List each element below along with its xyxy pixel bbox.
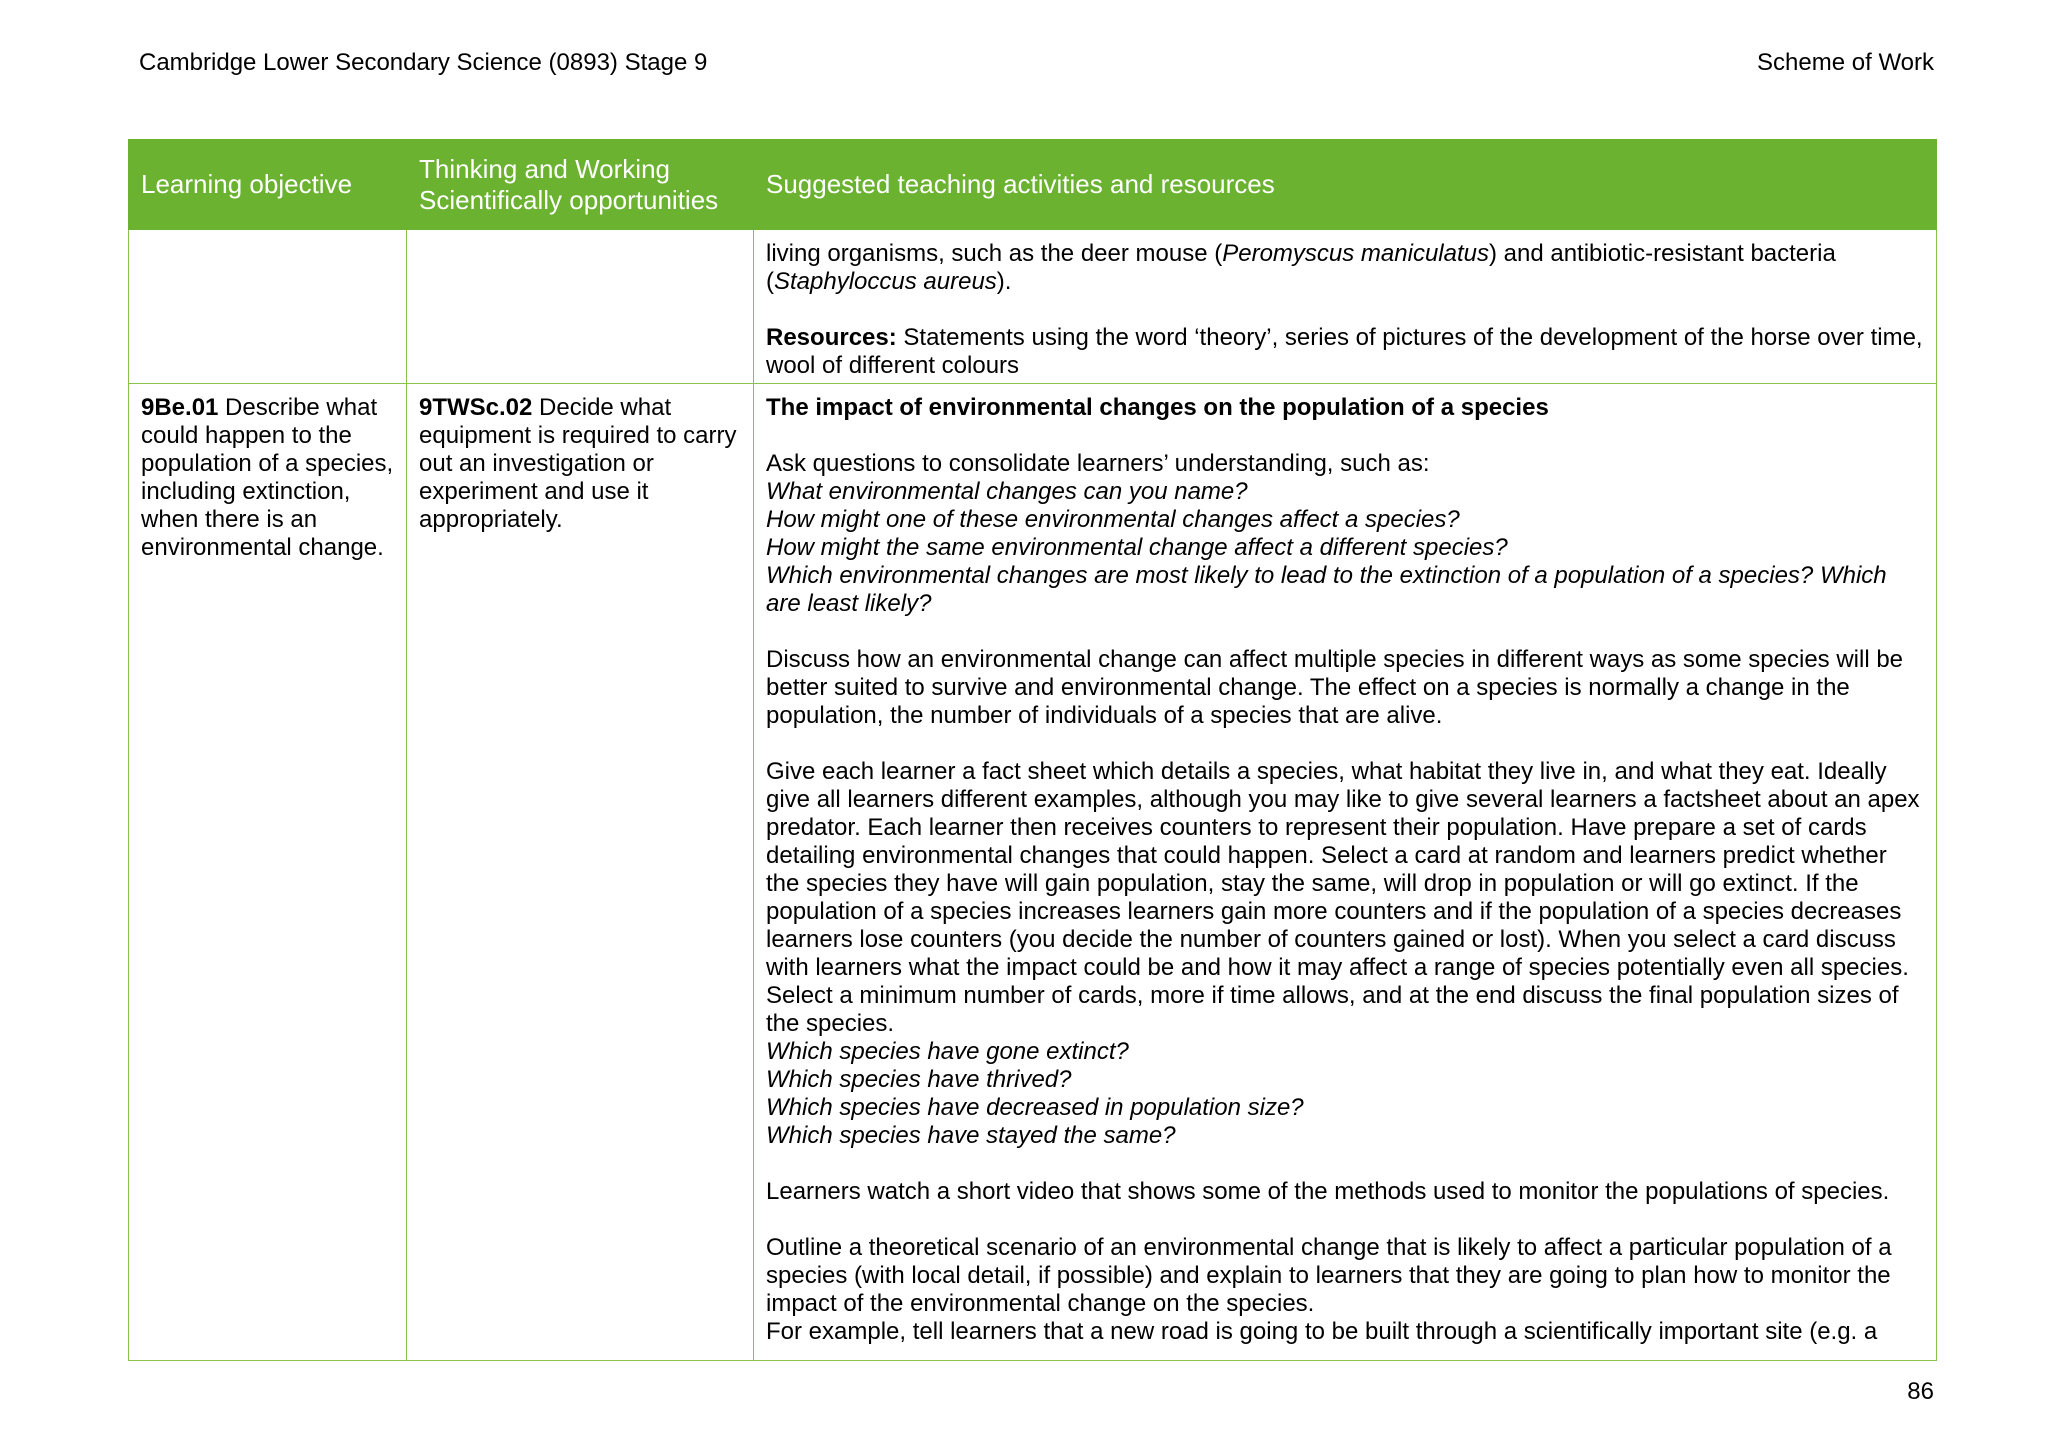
game-activity bbox=[766, 758, 1924, 1150]
table-header-row bbox=[129, 140, 1937, 230]
question-item: Which species have thrived? bbox=[766, 1066, 1072, 1093]
example-text: For example, tell learners that a new road is going to be built through a scientifically important site (e.g. a bbox=[766, 1318, 1878, 1345]
twsc-cell-empty bbox=[407, 230, 754, 384]
video-text: Learners watch a short video that shows some of the methods used to monitor the populations of species. bbox=[766, 1178, 1890, 1205]
activities-cell bbox=[754, 384, 1937, 1361]
continued-text: living organisms, such as the deer mouse (Peromyscus maniculatus) and antibiotic-resistant bacteria (Staphyloccus aureus). bbox=[766, 240, 1836, 295]
game-text: Give each learner a fact sheet which details a species, what habitat they live in, and what they eat. Ideally give all learners different examples, although you may like to give several learners a factsheet about an apex predator. Each learner then receives counters to represent their population. Have prepare a set of cards detailing environmental changes that could happen. Select a card at random and learners predict whether the species they have will gain population, stay the same, will drop in population or will go extinct. If the population of a species increases learners gain more counters and if the population of a species decreases learners lose counters (you decide the number of counters gained or lost). When you select a card discuss with learners what the impact could be and how it may affect a range of species potentially even all species. Select a minimum number of cards, more if time allows, and at the end discuss the final population sizes of the species. bbox=[766, 758, 1920, 1037]
intro-text: Ask questions to consolidate learners’ understanding, such as: bbox=[766, 450, 1430, 477]
activity-title: The impact of environmental changes on the population of a species bbox=[766, 394, 1549, 421]
page-header bbox=[139, 48, 1934, 78]
scenario-block bbox=[766, 1234, 1924, 1346]
question-item: How might the same environmental change affect a different species? bbox=[766, 534, 1508, 561]
table-row bbox=[129, 230, 1937, 384]
activities-cell-continued bbox=[754, 230, 1937, 384]
column-header-twsc: Thinking and Working Scientifically opportunities bbox=[407, 140, 754, 230]
question-item: Which environmental changes are most likely to lead to the extinction of a population of a species? Which are least likely? bbox=[766, 562, 1887, 617]
objective-code: 9Be.01 bbox=[141, 394, 219, 421]
question-list-1 bbox=[766, 450, 1924, 618]
learning-objective-cell bbox=[129, 384, 407, 1361]
twsc-text: Decide what equipment is required to carry out an investigation or experiment and use it appropriately. bbox=[419, 394, 737, 533]
twsc-code: 9TWSc.02 bbox=[419, 394, 533, 421]
scheme-of-work-table bbox=[128, 139, 1937, 1361]
document-title: Cambridge Lower Secondary Science (0893) Stage 9 bbox=[139, 49, 708, 76]
objective-text: Describe what could happen to the population of a species, including extinction, when there is an environmental change. bbox=[141, 394, 394, 561]
question-item: How might one of these environmental changes affect a species? bbox=[766, 506, 1460, 533]
objective-cell-empty bbox=[129, 230, 407, 384]
question-item: What environmental changes can you name? bbox=[766, 478, 1248, 505]
discussion-text: Discuss how an environmental change can affect multiple species in different ways as some species will be better suited to survive and environmental change. The effect on a species is normally a change in the population, the number of individuals of a species that are alive. bbox=[766, 646, 1904, 729]
question-item: Which species have decreased in population size? bbox=[766, 1094, 1304, 1121]
page-number: 86 bbox=[1907, 1378, 1934, 1405]
column-header-learning-objective: Learning objective bbox=[129, 140, 407, 230]
document-type: Scheme of Work bbox=[1757, 49, 1934, 76]
resources-text: Resources: Statements using the word ‘theory’, series of pictures of the development of the horse over time, wool of different colours bbox=[766, 324, 1923, 379]
table-row bbox=[129, 384, 1937, 1361]
scenario-text: Outline a theoretical scenario of an environmental change that is likely to affect a particular population of a species (with local detail, if possible) and explain to learners that they are going to plan how to monitor the impact of the environmental change on the species. bbox=[766, 1234, 1892, 1317]
column-header-activities: Suggested teaching activities and resources bbox=[754, 140, 1937, 230]
resources-label: Resources: bbox=[766, 324, 897, 351]
question-item: Which species have gone extinct? bbox=[766, 1038, 1129, 1065]
twsc-cell bbox=[407, 384, 754, 1361]
question-item: Which species have stayed the same? bbox=[766, 1122, 1176, 1149]
